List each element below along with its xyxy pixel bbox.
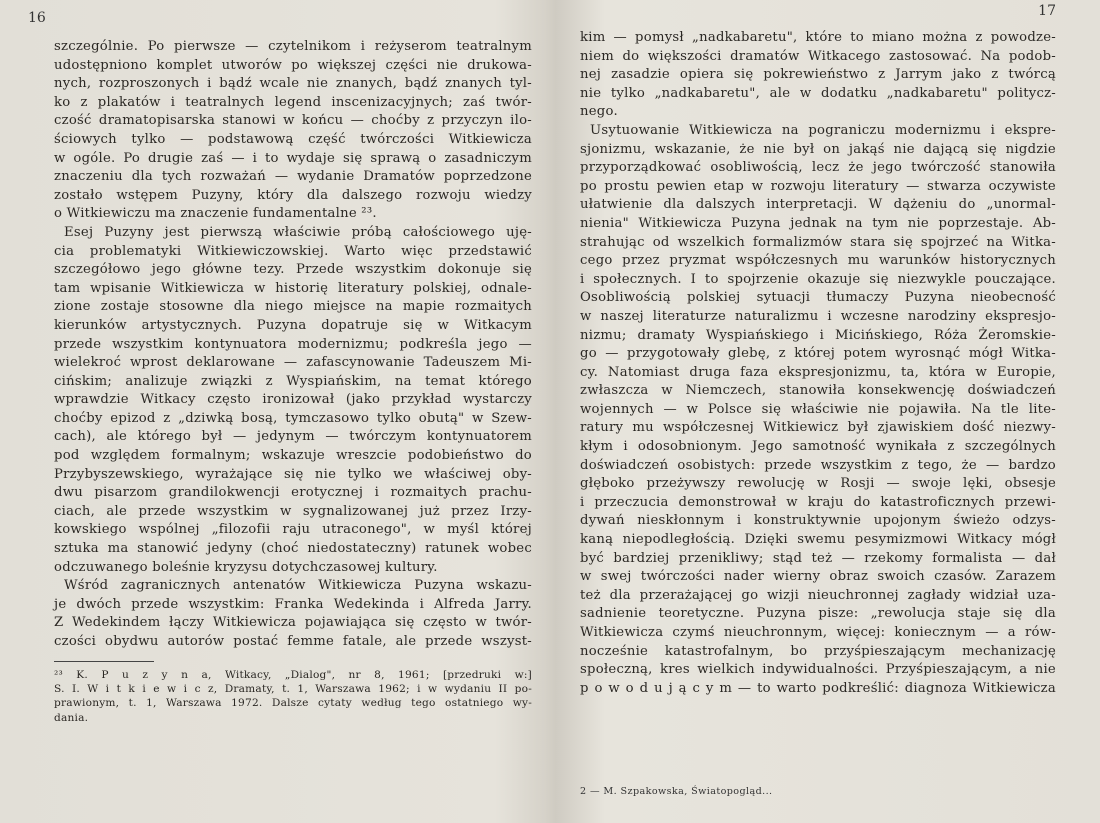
text-line: cińskim; analizuje związki z Wyspiańskim, na temat którego: [54, 373, 532, 389]
text-line: Osobliwością polskiej sytuacji tłumaczy Puzyna nieobecność: [580, 290, 1056, 306]
text-line: nizmu; dramaty Wyspiańskiego i Micińskiego, Róża Żeromskie-: [580, 327, 1056, 343]
text-line: przede wszystkim kontynuatora modernizmu; podkreśla jego —: [54, 336, 532, 352]
text-line: niem do większości dramatów Witkacego zastosować. Na podob-: [580, 48, 1056, 64]
text-line: cia problematyki Witkiewiczowskiej. Warto więc przedstawić: [54, 243, 532, 259]
text-line: o Witkiewiczu ma znaczenie fundamentalne ²³.: [54, 206, 377, 222]
text-line: szczegółowo jego główne tezy. Przede wszystkim dokonuje się: [54, 262, 532, 278]
text-line: dywań nieskłonnym i konstruktywnie upojonym świeżo odzys-: [580, 513, 1056, 529]
text-line: go — przygotowały glebę, z której potem wyrosnąć mógł Witka-: [580, 346, 1056, 362]
text-line: prawionym, t. 1, Warszawa 1972. Dalsze cytaty według tego ostatniego wy-: [54, 697, 532, 710]
text-line: p o w o d u j ą c y m — to warto podkreślić: diagnoza Witkiewicza: [580, 680, 1056, 696]
text-line: kłym i odosobnionym. Jego samotność wynikała z szczególnych: [580, 439, 1056, 455]
text-line: choćby epizod z „dziwką bosą, tymczasowo tylko obutą" w Szew-: [54, 410, 532, 426]
text-line: sztuka ma stanowić jedyny (choć niedostateczny) ratunek wobec: [54, 541, 532, 557]
text-line: Witkiewicza czymś nieuchronnym, więcej: koniecznym — a rów-: [580, 625, 1056, 640]
text-line: i społecznych. I to spojrzenie okazuje się niezwykle pouczające.: [580, 271, 1056, 287]
text-line: przyporządkować osobliwością, lecz że jego twórczość stanowiła: [580, 160, 1056, 176]
text-line: nych, rozproszonych i bądź wcale nie znanych, bądź znanych tyl-: [54, 76, 532, 92]
text-line: zione zostaje stosowne dla niego miejsce na mapie rozmaitych: [54, 299, 532, 315]
text-line: znaczeniu dla tych rozważań — wydanie Dramatów poprzedzone: [54, 169, 532, 185]
text-line: strahując od wszelkich formalizmów stara się spojrzeć na Witka-: [580, 234, 1056, 250]
text-line: wojennych — w Polsce się właściwie nie pojawiła. Na tle lite-: [580, 401, 1056, 417]
text-line: zwłaszcza w Niemczech, stanowiła konsekwencję doświadczeń: [580, 383, 1056, 399]
text-line: nego.: [580, 104, 618, 120]
text-line: czość dramatopisarska stanowi w końcu — choćby z przyczyn ilo-: [54, 113, 532, 129]
text-line: Przybyszewskiego, wyrażające się nie tylko we właściwej oby-: [54, 466, 532, 482]
text-line: wprawdzie Witkacy często ironizował (jako przykład wystarczy: [54, 392, 532, 408]
text-line: sjonizmu, wskazanie, że nie był on jakąś nie dającą się nigdzie: [580, 141, 1056, 157]
text-line: kim — pomysł „nadkabaretu", które to miano można z powodze-: [580, 30, 1056, 45]
text-line: ułatwienie dla dalszych interpretacji. W dążeniu do „unormal-: [580, 197, 1056, 213]
text-line: wielekroć wprost deklarowane — zafascynowanie Tadeuszem Mi-: [54, 355, 532, 371]
text-line: cy. Natomiast druga faza ekspresjonizmu, ta, która w Europie,: [580, 364, 1056, 380]
text-line: społeczną, kres wielkich indywidualności. Przyśpieszającym, a nie: [580, 662, 1056, 678]
text-line: pod względem formalnym; wskazuje wreszcie podobieństwo do: [54, 448, 532, 464]
text-line: ko z plakatów i teatralnych legend inscenizacyjnych; zaś twór-: [54, 94, 532, 110]
text-line: je dwóch przede wszystkim: Franka Wedekinda i Alfreda Jarry.: [54, 596, 532, 612]
text-line: S. I. W i t k i e w i c z, Dramaty, t. 1, Warszawa 1962; i w wydaniu II po-: [54, 683, 532, 696]
text-line: w swej twórczości nader wierny obraz swoich czasów. Zarazem: [580, 569, 1056, 585]
text-line: po prostu pewien etap w rozwoju literatury — stwarza oczywiste: [580, 178, 1056, 194]
text-line: nocześnie katastrofalnym, bo przyśpieszającym mechanizację: [580, 643, 1056, 659]
text-line: i przeczucia demonstrował w kraju do katastroficznych przewi-: [580, 494, 1056, 510]
text-line: Esej Puzyny jest pierwszą właściwie próbą całościowego uję-: [64, 224, 532, 240]
text-line: Usytuowanie Witkiewicza na pograniczu modernizmu i ekspre-: [590, 122, 1056, 138]
text-line: nienia" Witkiewicza Puzyna jednak na tym nie poprzestaje. Ab-: [580, 215, 1056, 231]
body-text: [54, 38, 532, 652]
text-line: ratury mu współczesnej Witkiewicz był zjawiskiem dość niezwy-: [580, 420, 1056, 436]
text-line: doświadczeń osobistych: przede wszystkim z tego, że — bardzo: [580, 457, 1056, 473]
text-line: kowskiego wspólnej „filozofii raju utraconego", w myśl której: [54, 522, 532, 538]
text-line: cego przez pryzmat współczesnych mu warunków historycznych: [580, 253, 1056, 269]
text-line: tam wpisanie Witkiewicza w historię literatury polskiej, odnale-: [54, 280, 532, 296]
text-line: kaną niepodległością. Dzięki swemu pesymizmowi Witkacy mógł: [580, 532, 1056, 548]
text-line: odczuwanego boleśnie kryzysu dotychczasowej kultury.: [54, 559, 438, 575]
text-line: czości obydwu autorów postać femme fatale, ale przede wszyst-: [54, 634, 532, 649]
text-line: ściowych tylko — podstawową część twórczości Witkiewicza: [54, 131, 532, 147]
text-line: zostało wstępem Puzyny, który dla dalszego rozwoju wiedzy: [54, 187, 532, 203]
text-line: udostępniono komplet utworów po większej części nie drukowa-: [54, 57, 532, 73]
text-line: szczególnie. Po pierwsze — czytelnikom i reżyserom teatralnym: [54, 39, 532, 54]
text-line: dania.: [54, 711, 89, 724]
text-line: w ogóle. Po drugie zaś — i to wydaje się sprawą o zasadniczym: [54, 150, 532, 166]
text-line: głęboko przeżywszy rewolucję w Rosji — swoje lęki, obsesje: [580, 476, 1056, 492]
printer-signature: 2 — M. Szpakowska, Światopogląd...: [580, 786, 773, 797]
text-line: nej zasadzie opiera się pokrewieństwo z Jarrym jako z twórcą: [580, 67, 1056, 83]
text-line: ²³ K. P u z y n a, Witkacy, „Dialog", nr 8, 1961; [przedruki w:]: [54, 669, 532, 681]
body-text: [580, 29, 1056, 698]
page-number: 17: [1038, 3, 1056, 19]
text-line: Wśród zagranicznych antenatów Witkiewicza Puzyna wskazu-: [64, 578, 532, 594]
text-line: sadnienie teoretyczne. Puzyna pisze: „rewolucja staje się dla: [580, 606, 1056, 622]
text-line: nie tylko „nadkabaretu", ale w dodatku „nadkabaretu" politycz-: [580, 85, 1056, 101]
text-line: być bardziej przenikliwy; stąd też — rzekomy formalista — dał: [580, 550, 1056, 566]
footnote: [54, 668, 532, 725]
text-line: cach), ale którego był — jedynym — twórczym kontynuatorem: [54, 429, 532, 445]
text-line: Z Wedekindem łączy Witkiewicza pojawiająca się często w twór-: [54, 615, 532, 631]
text-line: dwu pisarzom grandilokwencji erotycznej i rozmaitych prachu-: [54, 485, 532, 501]
page-number: 16: [28, 10, 46, 26]
footnote-rule: [54, 661, 154, 662]
text-line: ciach, ale przede wszystkim w sygnalizowanej już przez Irzy-: [54, 503, 532, 519]
text-line: też dla przerażającej go wizji nieuchronnej zagłady widział uza-: [580, 587, 1056, 603]
right-page: [552, 0, 1100, 823]
text-line: kierunków artystycznych. Puzyna dopatruje się w Witkacym: [54, 317, 532, 333]
text-line: w naszej literaturze naturalizmu i wczesne narodziny ekspresjo-: [580, 308, 1056, 324]
